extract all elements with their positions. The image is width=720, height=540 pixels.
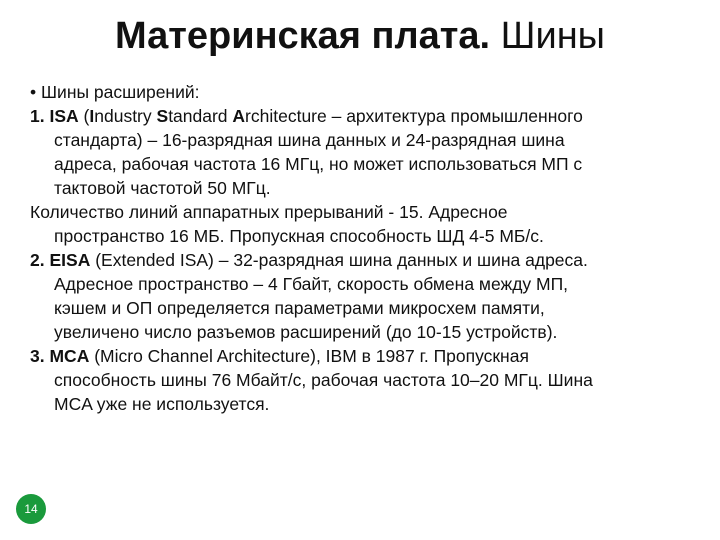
bullet-text: Шины расширений: xyxy=(41,82,200,102)
eisa-item-line-1 xyxy=(30,248,695,272)
slide-title-bold: Материнская плата. xyxy=(115,15,491,57)
eisa-item-line-3: кэшем и ОП определяется параметрами микросхем памяти, xyxy=(54,298,545,318)
isa-item-line-3: адреса, рабочая частота 16 МГц, но может использоваться МП с xyxy=(54,154,583,174)
isa-text-1: ndustry xyxy=(94,106,157,126)
bullet-icon: • xyxy=(30,82,37,102)
bullet-line xyxy=(30,80,695,104)
isa-item-line-1 xyxy=(30,104,695,128)
mca-abbreviation: MCA xyxy=(49,346,90,366)
irq-line-2: пространство 16 МБ. Пропускная способность ШД 4-5 МБ/с. xyxy=(54,226,544,246)
isa-text-2: tandard xyxy=(168,106,233,126)
slide-number-badge: 14 xyxy=(16,494,46,524)
mca-item-line-3: MCA уже не используется. xyxy=(54,394,270,414)
slide-content xyxy=(30,80,695,416)
slide-title-normal: Шины xyxy=(490,15,605,57)
isa-text-open: ( xyxy=(78,106,90,126)
eisa-item-line-4: увеличено число разъемов расширений (до 10-15 устройств). xyxy=(54,322,558,342)
isa-item-line-2: стандарта) – 16-разрядная шина данных и 24-разрядная шина xyxy=(54,130,565,150)
isa-item-line-4: тактовой частотой 50 МГц. xyxy=(54,178,271,198)
eisa-abbreviation: EISA xyxy=(49,250,91,270)
mca-item-line-2: способность шины 76 Мбайт/с, рабочая частота 10–20 МГц. Шина xyxy=(54,370,593,390)
isa-letter-a: A xyxy=(232,106,246,126)
isa-item-number: 1. xyxy=(30,106,45,126)
mca-text-1: (Micro Channel Architecture), IBM в 1987 г. Пропускная xyxy=(89,346,529,366)
isa-abbreviation: ISA xyxy=(49,106,79,126)
mca-item-number: 3. xyxy=(30,346,45,366)
irq-line-1: Количество линий аппаратных прерываний - 15. Адресное xyxy=(30,202,508,222)
isa-text-3: rchitecture – архитектура промышленного xyxy=(245,106,583,126)
isa-letter-s: S xyxy=(156,106,169,126)
eisa-item-number: 2. xyxy=(30,250,45,270)
slide-title xyxy=(0,12,720,60)
mca-item-line-1 xyxy=(30,344,695,368)
eisa-text-1: (Extended ISA) – 32-разрядная шина данных и шина адреса. xyxy=(90,250,588,270)
isa-letter-i: I xyxy=(89,106,95,126)
eisa-item-line-2: Адресное пространство – 4 Гбайт, скорость обмена между МП, xyxy=(54,274,569,294)
